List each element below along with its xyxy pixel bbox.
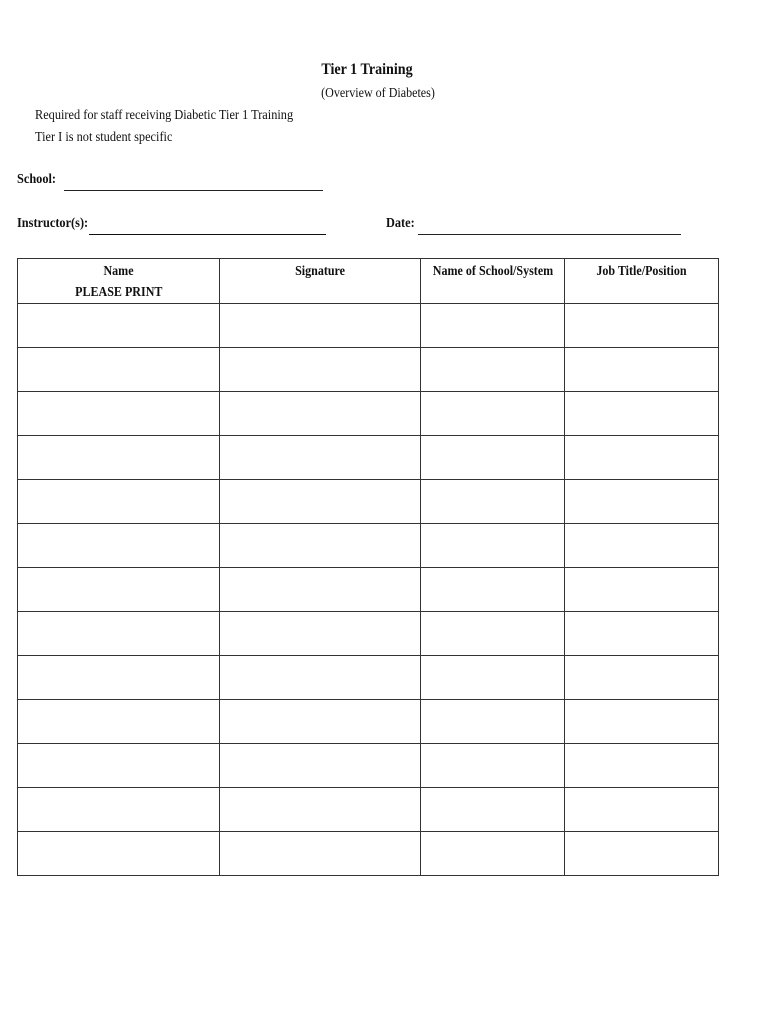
name-cell[interactable] xyxy=(18,744,220,788)
table-row xyxy=(18,524,719,568)
instructors-label: Instructor(s): xyxy=(17,216,89,231)
please-print-label: PLEASE PRINT xyxy=(74,285,163,300)
job-title-cell[interactable] xyxy=(565,524,719,568)
school-field[interactable] xyxy=(64,190,323,191)
name-cell[interactable] xyxy=(18,788,220,832)
name-cell[interactable] xyxy=(18,392,220,436)
form-subtitle: (Overview of Diabetes) xyxy=(321,86,435,101)
table-row xyxy=(18,348,719,392)
date-field[interactable] xyxy=(418,234,681,235)
school-system-cell[interactable] xyxy=(421,304,565,348)
student-specific-note: Tier I is not student specific xyxy=(35,130,173,145)
signature-cell[interactable] xyxy=(220,832,421,876)
name-cell[interactable] xyxy=(18,832,220,876)
job-title-cell[interactable] xyxy=(565,612,719,656)
name-cell[interactable] xyxy=(18,524,220,568)
job-title-cell[interactable] xyxy=(565,656,719,700)
signature-cell[interactable] xyxy=(220,392,421,436)
job-title-cell[interactable] xyxy=(565,744,719,788)
signature-column-header xyxy=(220,259,421,304)
attendance-table xyxy=(17,258,719,876)
table-body xyxy=(18,304,719,876)
school-system-cell[interactable] xyxy=(421,436,565,480)
signature-cell[interactable] xyxy=(220,348,421,392)
school-system-cell[interactable] xyxy=(421,656,565,700)
job-title-cell[interactable] xyxy=(565,700,719,744)
table-row xyxy=(18,480,719,524)
name-cell[interactable] xyxy=(18,612,220,656)
form-title: Tier 1 Training xyxy=(321,61,413,78)
signature-cell[interactable] xyxy=(220,612,421,656)
table-row xyxy=(18,436,719,480)
name-cell[interactable] xyxy=(18,304,220,348)
table-row xyxy=(18,744,719,788)
signature-header-label: Signature xyxy=(295,264,345,279)
school-system-cell[interactable] xyxy=(421,480,565,524)
school-system-header-label: Name of School/System xyxy=(432,264,553,279)
school-system-cell[interactable] xyxy=(421,348,565,392)
signature-cell[interactable] xyxy=(220,656,421,700)
instructors-field[interactable] xyxy=(89,234,326,235)
school-system-cell[interactable] xyxy=(421,612,565,656)
name-column-header xyxy=(18,259,220,304)
job-title-cell[interactable] xyxy=(565,788,719,832)
signature-cell[interactable] xyxy=(220,744,421,788)
signature-cell[interactable] xyxy=(220,568,421,612)
table-row xyxy=(18,612,719,656)
job-title-cell[interactable] xyxy=(565,304,719,348)
name-cell[interactable] xyxy=(18,480,220,524)
name-cell[interactable] xyxy=(18,568,220,612)
name-header-label: Name xyxy=(103,264,134,279)
school-system-column-header xyxy=(421,259,565,304)
name-cell[interactable] xyxy=(18,656,220,700)
job-title-column-header xyxy=(565,259,719,304)
job-title-cell[interactable] xyxy=(565,392,719,436)
signature-cell[interactable] xyxy=(220,788,421,832)
signature-cell[interactable] xyxy=(220,700,421,744)
name-cell[interactable] xyxy=(18,348,220,392)
job-title-header-label: Job Title/Position xyxy=(596,264,687,279)
school-label: School: xyxy=(17,172,57,187)
job-title-cell[interactable] xyxy=(565,832,719,876)
school-system-cell[interactable] xyxy=(421,392,565,436)
name-cell[interactable] xyxy=(18,436,220,480)
school-system-cell[interactable] xyxy=(421,788,565,832)
date-label: Date: xyxy=(386,216,415,231)
school-system-cell[interactable] xyxy=(421,568,565,612)
school-system-cell[interactable] xyxy=(421,832,565,876)
school-system-cell[interactable] xyxy=(421,700,565,744)
job-title-cell[interactable] xyxy=(565,348,719,392)
job-title-cell[interactable] xyxy=(565,568,719,612)
table-row xyxy=(18,392,719,436)
signature-cell[interactable] xyxy=(220,524,421,568)
school-system-cell[interactable] xyxy=(421,744,565,788)
signature-cell[interactable] xyxy=(220,304,421,348)
signature-cell[interactable] xyxy=(220,436,421,480)
signature-cell[interactable] xyxy=(220,480,421,524)
job-title-cell[interactable] xyxy=(565,436,719,480)
table-row xyxy=(18,568,719,612)
table-row xyxy=(18,832,719,876)
table-header-row xyxy=(18,259,719,304)
table-row xyxy=(18,788,719,832)
requirement-note: Required for staff receiving Diabetic Tier 1 Training xyxy=(35,108,294,123)
table-row xyxy=(18,656,719,700)
job-title-cell[interactable] xyxy=(565,480,719,524)
name-cell[interactable] xyxy=(18,700,220,744)
school-system-cell[interactable] xyxy=(421,524,565,568)
table-row xyxy=(18,304,719,348)
table-row xyxy=(18,700,719,744)
